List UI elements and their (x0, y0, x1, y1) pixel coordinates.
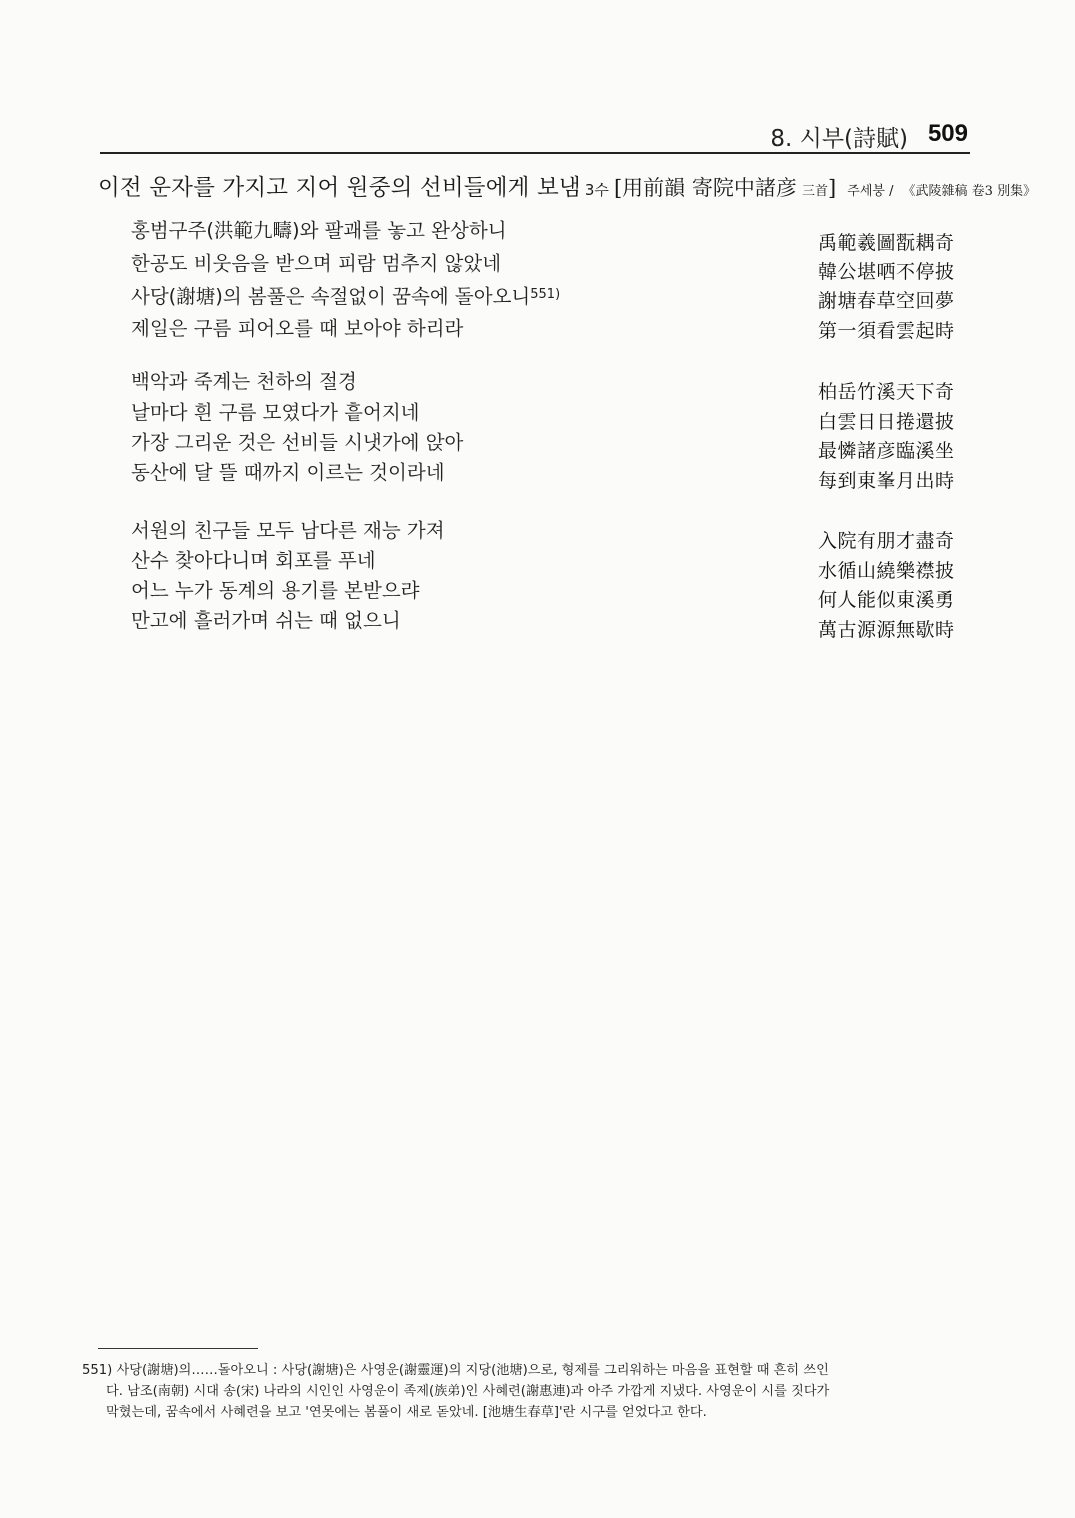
poem-title (98, 170, 1037, 202)
korean-line: 가장 그리운 것은 선비들 시냇가에 앉아 (131, 431, 464, 454)
hanja-line: 禹範羲圖翫耦奇 (818, 232, 955, 254)
poem-author: 주세붕 / (847, 184, 894, 199)
hanja-line: 最憐諸彦臨溪坐 (818, 440, 955, 462)
korean-line: 홍범구주(洪範九疇)와 팔괘를 놓고 완상하니 (131, 219, 507, 242)
korean-line: 산수 찾아다니며 회포를 푸네 (131, 549, 376, 572)
footnote-line: 551) 사당(謝塘)의……돌아오니 : 사당(謝塘)은 사영운(謝靈運)의 지당(池塘)으로, 형제를 그리워하는 마음을 표현할 때 흔히 쓰인 (82, 1363, 829, 1378)
footnote-551 (82, 1360, 950, 1423)
hanja-line: 柏岳竹溪天下奇 (818, 381, 955, 403)
section-title: 8. 시부(詩賦) (770, 126, 908, 152)
page-number: 509 (927, 120, 968, 147)
poem-title-korean: 이전 운자를 가지고 지어 원중의 선비들에게 보냄 (98, 175, 581, 201)
hanja-line: 何人能似東溪勇 (818, 589, 955, 611)
korean-line: 백악과 죽계는 천하의 절경 (131, 370, 357, 393)
footnote-divider (98, 1348, 258, 1349)
bracket-open: [ (613, 176, 623, 200)
hanja-line: 謝塘春草空回夢 (818, 290, 955, 312)
footnote-line: 막혔는데, 꿈속에서 사혜련을 보고 '연못에는 봄풀이 새로 돋았네. [池塘生春草]'란 시구를 얻었다고 한다. (106, 1405, 707, 1420)
korean-line (131, 281, 560, 309)
hanja-line: 入院有朋才盡奇 (818, 530, 955, 552)
korean-line: 서원의 친구들 모두 남다른 재능 가져 (131, 519, 445, 542)
korean-line: 제일은 구름 피어오를 때 보아야 하리라 (131, 317, 464, 340)
hanja-line: 萬古源源無歇時 (818, 619, 955, 641)
footnote-marker: 551) (530, 287, 561, 302)
poem-count: 3수 (584, 181, 609, 199)
hanja-line: 第一須看雲起時 (818, 320, 955, 342)
footnote-line: 다. 남조(南朝) 시대 송(宋) 나라의 시인인 사영운이 족제(族弟)인 사혜련(謝惠連)과 아주 가깝게 지냈다. 사영운이 시를 짓다가 (106, 1384, 830, 1399)
korean-line-text: 사당(謝塘)의 봄풀은 속절없이 꿈속에 돌아오니 (131, 285, 531, 308)
korean-line: 동산에 달 뜰 때까지 이르는 것이라네 (131, 461, 445, 484)
korean-line: 날마다 흰 구름 모였다가 흩어지네 (131, 401, 420, 424)
hanja-line: 白雲日日捲還披 (818, 411, 955, 433)
korean-line: 한공도 비웃음을 받으며 피람 멈추지 않았네 (131, 252, 502, 275)
bracket-close: ] (827, 176, 837, 200)
hanja-line: 每到東峯月出時 (818, 470, 955, 492)
korean-line: 어느 누가 동계의 용기를 본받으랴 (131, 579, 420, 602)
running-header (100, 118, 970, 154)
poem-title-hanja-count: 三首 (801, 184, 828, 199)
hanja-line: 韓公堪哂不停披 (818, 261, 955, 283)
poem-title-hanja: 用前韻 寄院中諸彦 (622, 176, 797, 200)
hanja-line: 水循山繞樂襟披 (818, 560, 955, 582)
poem-source: 《武陵雜稿 卷3 別集》 (902, 184, 1037, 199)
korean-line: 만고에 흘러가며 쉬는 때 없으니 (131, 609, 401, 632)
